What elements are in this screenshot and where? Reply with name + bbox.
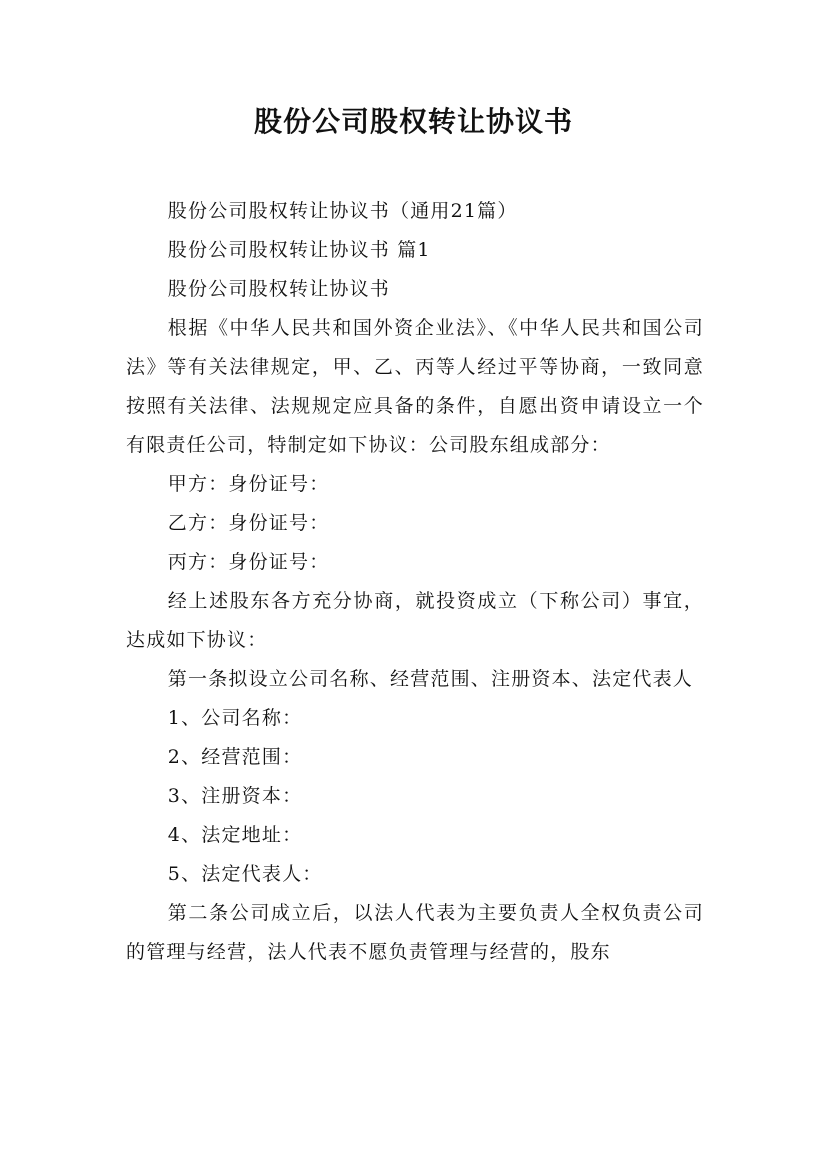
paragraph: 乙方：身份证号： bbox=[167, 512, 330, 534]
paragraph: 5、法定代表人： bbox=[167, 863, 323, 885]
document-body bbox=[126, 192, 704, 972]
paragraph: 3、注册资本： bbox=[167, 785, 303, 807]
paragraph: 丙方：身份证号： bbox=[167, 551, 330, 573]
paragraph: 4、法定地址： bbox=[167, 824, 303, 846]
paragraph: 经上述股东各方充分协商，就投资成立（下称公司）事宜，达成如下协议： bbox=[126, 590, 704, 651]
paragraph: 第二条公司成立后，以法人代表为主要负责人全权负责公司的管理与经营，法人代表不愿负责管理与经营的，股东 bbox=[126, 902, 704, 963]
paragraph: 股份公司股权转让协议书 bbox=[167, 278, 390, 300]
paragraph: 股份公司股权转让协议书（通用21篇） bbox=[167, 200, 518, 222]
paragraph: 第一条拟设立公司名称、经营范围、注册资本、法定代表人 bbox=[167, 668, 693, 690]
paragraph: 股份公司股权转让协议书 篇1 bbox=[167, 239, 431, 261]
paragraph: 根据《中华人民共和国外资企业法》、《中华人民共和国公司法》等有关法律规定，甲、乙、丙等人经过平等协商，一致同意按照有关法律、法规规定应具备的条件，自愿出资申请设立一个有限责任公司，特制定如下协议：公司股东组成部分： bbox=[126, 317, 704, 456]
document-title: 股份公司股权转让协议书 bbox=[253, 105, 573, 138]
paragraph: 2、经营范围： bbox=[167, 746, 303, 768]
paragraph: 1、公司名称： bbox=[167, 707, 303, 729]
paragraph: 甲方：身份证号： bbox=[167, 473, 330, 495]
